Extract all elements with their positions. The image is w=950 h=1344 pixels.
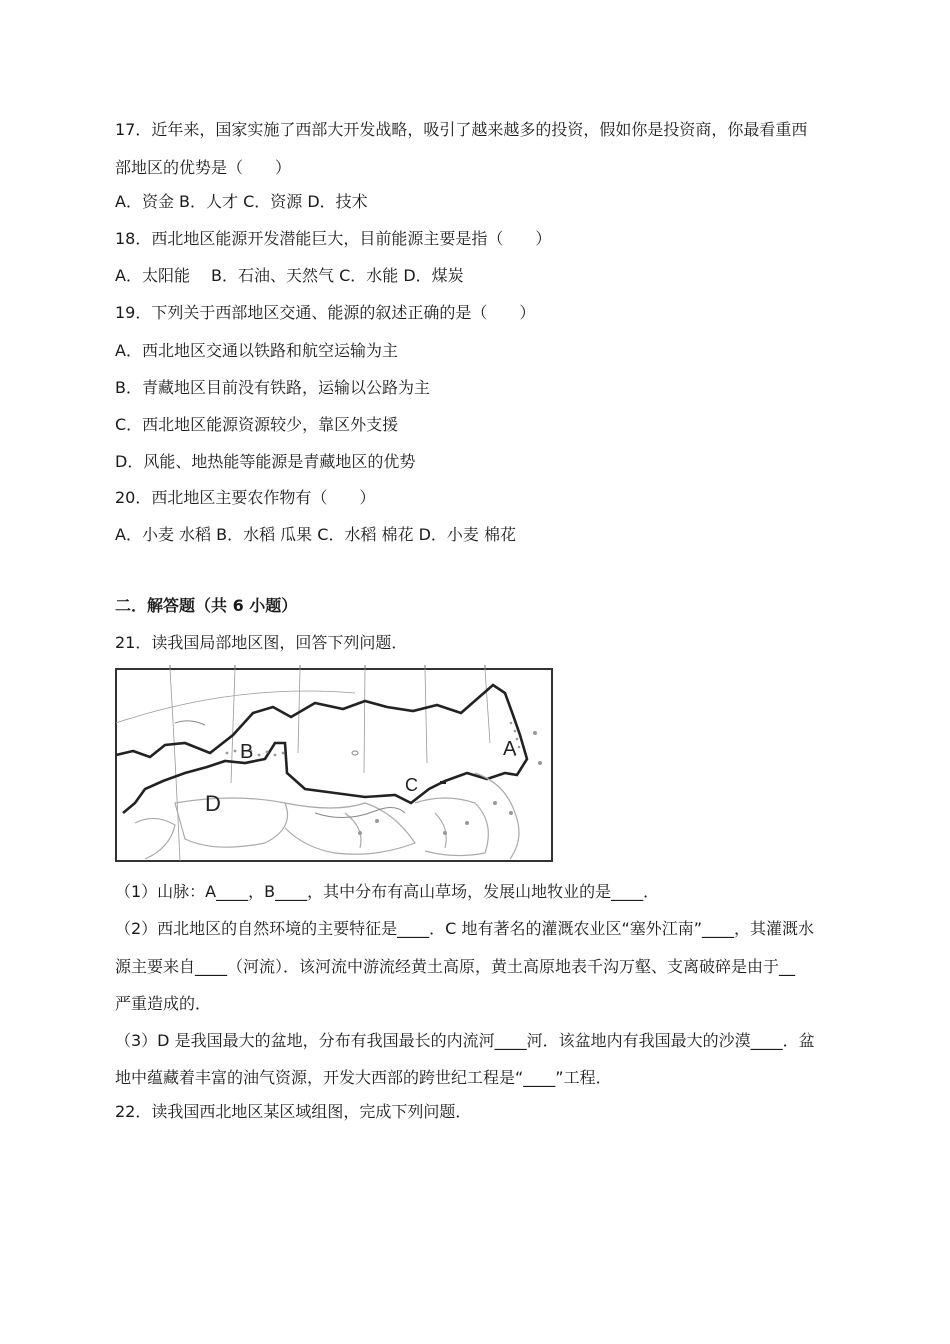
q21-stem: 21．读我国局部地区图，回答下列问题． [115, 633, 408, 652]
map-label-b: B [240, 741, 254, 763]
q20-options: A．小麦 水稻 B．水稻 瓜果 C．水稻 棉花 D．小麦 棉花 [115, 525, 517, 544]
map-label-d: D [205, 791, 221, 816]
q17-stem-line1: 17．近年来，国家实施了西部大开发战略，吸引了越来越多的投资，假如你是投资商，你最看重西 [115, 120, 808, 139]
q19-option-c: C．西北地区能源资源较少，靠区外支援 [115, 415, 399, 434]
map-label-c: C [405, 775, 418, 795]
map-svg [115, 663, 553, 863]
q21-part2-line3: 严重造成的． [115, 994, 212, 1013]
q19-option-a: A．西北地区交通以铁路和航空运输为主 [115, 341, 398, 360]
q22-stem: 22．读我国西北地区某区域组图，完成下列问题． [115, 1102, 472, 1121]
q18-options: A．太阳能 B．石油、天然气 C．水能 D．煤炭 [115, 266, 464, 285]
section-heading: 二．解答题（共 6 小题） [115, 596, 298, 615]
map-label-a: A [503, 738, 517, 760]
q21-part3-line1: （3）D 是我国最大的盆地，分布有我国最长的内流河____河．该盆地内有我国最大的沙漠____．盆 [115, 1031, 815, 1050]
q19-stem: 19．下列关于西部地区交通、能源的叙述正确的是（ ） [115, 303, 536, 322]
q21-part3-line2: 地中蕴藏着丰富的油气资源，开发大西部的跨世纪工程是“____”工程． [115, 1068, 612, 1087]
q18-stem: 18．西北地区能源开发潜能巨大，目前能源主要是指（ ） [115, 229, 552, 248]
q21-part2-line1: （2）西北地区的自然环境的主要特征是____．C 地有著名的灌溉农业区“塞外江南”____，其灌溉水 [115, 919, 815, 938]
q19-option-d: D．风能、地热能等能源是青藏地区的优势 [115, 452, 416, 471]
q20-stem: 20．西北地区主要农作物有（ ） [115, 488, 376, 507]
regional-map-figure [115, 663, 553, 863]
q17-options: A．资金 B．人才 C．资源 D．技术 [115, 192, 368, 211]
map-marker [440, 781, 446, 784]
q17-stem-line2: 部地区的优势是（ ） [115, 158, 292, 177]
q21-part1: （1）山脉：A____，B____，其中分布有高山草场，发展山地牧业的是____． [115, 882, 660, 901]
q21-part2-line2: 源主要来自____（河流）．该河流中游流经黄土高原，黄土高原地表千沟万壑、支离破碎是由于__ [115, 957, 796, 976]
q19-option-b: B．青藏地区目前没有铁路，运输以公路为主 [115, 378, 430, 397]
